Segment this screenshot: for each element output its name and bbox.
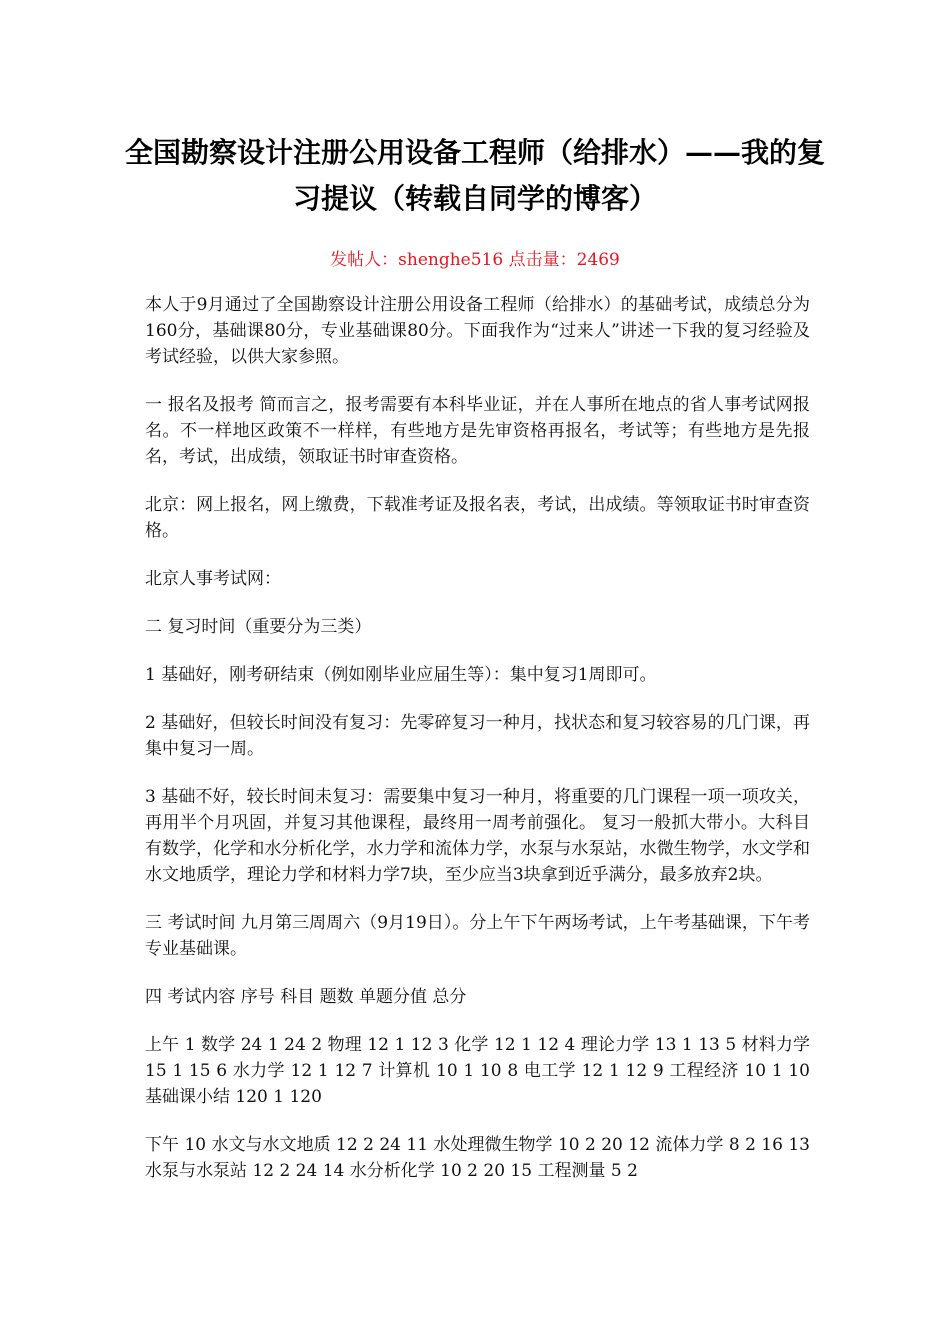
paragraph-registration: 一 报名及报考 简而言之，报考需要有本科毕业证，并在人事所在地点的省人事考试网报名。不一样地区政策不一样样，有些地方是先审资格再报名，考试等；有些地方是先报名，考试，出成绩，领取证书时审查资格。	[145, 395, 810, 467]
paragraph-review-time: 二 复习时间（重要分为三类）	[145, 617, 372, 637]
document-title: 全国勘察设计注册公用设备工程师（给排水）——我的复习提议（转载自同学的博客）	[124, 136, 825, 215]
paragraph-case-2: 2 基础好，但较长时间没有复习：先零碎复习一种月，找状态和复习较容易的几门课，再集中复习一周。	[145, 713, 810, 759]
paragraph-beijing-site: 北京人事考试网：	[145, 569, 281, 589]
paragraph-case-3: 3 基础不好，较长时间未复习：需要集中复习一种月，将重要的几门课程一项一项攻关，再用半个月巩固，并复习其他课程，最终用一周考前强化。 复习一般抓大带小。大科目有数学，化学和水分析化学，水力学和流体力学，水泵与水泵站，水微生物学，水文学和水文地质学，理论力学和材料力学7块，至少应当3块拿到近乎满分，最多放弃2块。	[145, 787, 810, 885]
paragraph-exam-time: 三 考试时间 九月第三周周六（9月19日）。分上午下午两场考试，上午考基础课，下午考专业基础课。	[145, 913, 810, 959]
paragraph-morning-subjects: 上午 1 数学 24 1 24 2 物理 12 1 12 3 化学 12 1 12 4 理论力学 13 1 13 5 材料力学 15 1 15 6 水力学 12 1 12 7 计算机 10 1 10 8 电工学 12 1 12 9 工程经济 10 1 10 基础课小结 120 1 120	[145, 1035, 810, 1107]
paragraph-intro: 本人于9月通过了全国勘察设计注册公用设备工程师（给排水）的基础考试，成绩总分为160分，基础课80分，专业基础课80分。下面我作为“过来人”讲述一下我的复习经验及考试经验，以供大家参照。	[145, 295, 810, 367]
paragraph-afternoon-subjects: 下午 10 水文与水文地质 12 2 24 11 水处理微生物学 10 2 20 12 流体力学 8 2 16 13 水泵与水泵站 12 2 24 14 水分析化学 10 2 20 15 工程测量 5 2	[145, 1135, 810, 1181]
paragraph-beijing: 北京：网上报名，网上缴费，下载准考证及报名表，考试，出成绩。等领取证书时审查资格。	[145, 495, 810, 541]
paragraph-case-1: 1 基础好，刚考研结束（例如刚毕业应届生等）：集中复习1周即可。	[145, 665, 657, 685]
paragraph-exam-content: 四 考试内容 序号 科目 题数 单题分值 总分	[145, 987, 467, 1007]
document-body	[145, 292, 810, 1206]
post-meta: 发帖人：shenghe516 点击量：2469	[330, 250, 620, 270]
